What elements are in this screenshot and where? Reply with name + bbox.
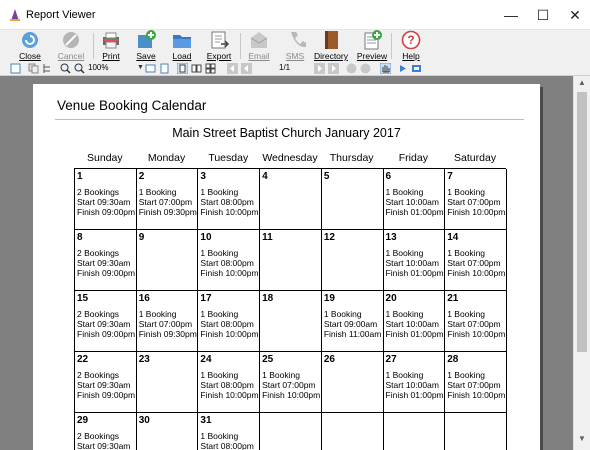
report-page: [33, 84, 540, 450]
day-number: [324, 415, 381, 429]
day-number: 30: [138, 415, 150, 426]
booking-line: 2 Bookings: [77, 431, 120, 441]
page-setup-icon[interactable]: [10, 63, 21, 74]
zoom-in-icon[interactable]: [60, 63, 71, 74]
booking-info: [77, 187, 134, 217]
booking-line: Finish 09:30pm: [138, 207, 197, 217]
day-number: 8: [77, 232, 83, 243]
weekday-label: Saturday: [454, 152, 497, 164]
day-number: 2: [138, 171, 145, 182]
day-number: 29: [77, 415, 89, 426]
calendar-day-cell: [445, 413, 507, 450]
booking-line: Finish 09:00pm: [77, 390, 136, 400]
export-button[interactable]: [202, 30, 236, 61]
booking-line: Start 08:00pm: [200, 319, 254, 329]
booking-line: Start 07:00pm: [138, 197, 193, 207]
booking-info: [200, 309, 257, 339]
printer-icon: [100, 30, 122, 50]
booking-line: Finish 10:00pm: [447, 329, 506, 339]
next-page-icon[interactable]: [314, 63, 325, 74]
save-button[interactable]: [131, 30, 161, 61]
booking-line: 1 Booking: [447, 187, 486, 197]
booking-line: 1 Booking: [385, 248, 424, 258]
booking-line: 1 Booking: [323, 309, 362, 319]
booking-line: 2 Bookings: [77, 187, 120, 197]
minimize-button[interactable]: —: [504, 7, 518, 23]
calendar-day-cell: [198, 230, 260, 291]
preview-toolbar: [0, 61, 590, 76]
prev-page-icon[interactable]: [241, 63, 252, 74]
email-icon: [248, 30, 270, 50]
booking-line: Start 07:00pm: [138, 319, 193, 329]
calendar-day-cell: [137, 413, 199, 450]
preview-label: Preview: [356, 51, 388, 61]
cancel-button[interactable]: [53, 30, 89, 61]
email-label: Email: [248, 51, 270, 61]
title-divider: [55, 119, 524, 120]
booking-line: 1 Booking: [262, 370, 300, 380]
booking-line: 1 Booking: [447, 370, 486, 380]
sms-button[interactable]: [280, 30, 310, 61]
main-toolbar: [0, 30, 590, 61]
load-label: Load: [172, 51, 192, 61]
last-page-icon[interactable]: [328, 63, 339, 74]
booking-line: 1 Booking: [200, 248, 239, 258]
booking-line: Start 10:00am: [385, 258, 439, 268]
calendar-day-cell: [384, 352, 446, 413]
weekday-label: Monday: [147, 152, 186, 164]
day-number: 26: [323, 354, 335, 365]
play-icon[interactable]: [397, 63, 408, 74]
day-number: [262, 415, 319, 429]
booking-line: Finish 09:00pm: [77, 329, 136, 339]
calendar-grid: [74, 168, 506, 450]
day-number: 4: [262, 171, 268, 182]
booking-line: 1 Booking: [385, 187, 424, 197]
single-page-icon[interactable]: [177, 63, 188, 74]
close-report-icon: [19, 30, 41, 50]
booking-info: [77, 431, 134, 450]
booking-line: Start 09:30am: [77, 258, 131, 268]
export-icon: [208, 30, 230, 50]
sms-label: SMS: [285, 51, 305, 61]
directory-book-icon: [320, 30, 342, 50]
booking-line: Start 10:00am: [385, 197, 439, 207]
day-number: 14: [447, 232, 459, 243]
day-number: 23: [138, 354, 150, 365]
booking-line: 1 Booking: [385, 370, 424, 380]
chevron-down-icon[interactable]: ▼: [137, 64, 144, 71]
booking-line: Start 07:00pm: [262, 380, 316, 390]
booking-line: Start 10:00am: [385, 319, 439, 329]
booking-line: Finish 10:00pm: [200, 329, 259, 339]
day-number: 21: [447, 293, 459, 304]
day-number: 5: [323, 171, 330, 182]
print-button[interactable]: [96, 30, 126, 61]
day-number: 27: [385, 354, 397, 365]
calendar-day-cell: [260, 230, 322, 291]
calendar-day-cell: [322, 230, 384, 291]
day-number: 25: [262, 354, 274, 365]
booking-info: [386, 370, 443, 400]
page-width-icon[interactable]: [145, 63, 156, 74]
calendar-day-cell: [75, 291, 137, 352]
booking-line: Start 09:30am: [77, 441, 131, 450]
day-number: 11: [262, 232, 273, 243]
email-button[interactable]: [244, 30, 274, 61]
booking-line: Finish 01:00pm: [385, 390, 444, 400]
calendar-day-cell: [137, 169, 199, 230]
booking-line: 2 Bookings: [77, 370, 120, 380]
app-icon: [8, 8, 22, 22]
booking-line: 2 Bookings: [77, 248, 120, 258]
help-icon: [400, 30, 422, 50]
day-number: 19: [323, 293, 335, 304]
booking-line: Finish 09:00pm: [77, 207, 136, 217]
preview-icon: [361, 30, 383, 50]
help-button[interactable]: [396, 30, 426, 61]
close-label: Close: [19, 51, 41, 61]
calendar-day-cell: [322, 291, 384, 352]
toolbar-separator: [93, 33, 94, 59]
booking-line: Start 09:30am: [77, 319, 131, 329]
booking-info: [200, 370, 257, 400]
booking-info: [200, 187, 257, 217]
booking-line: Finish 11:00am: [323, 329, 382, 339]
booking-line: Finish 10:00pm: [447, 390, 506, 400]
booking-line: 1 Booking: [200, 431, 239, 441]
multi-page-icon[interactable]: [205, 63, 216, 74]
booking-line: Finish 10:00pm: [447, 268, 506, 278]
load-button[interactable]: [167, 30, 197, 61]
day-number: 13: [385, 232, 397, 243]
booking-line: 1 Booking: [385, 309, 424, 319]
booking-line: Start 07:00pm: [447, 380, 501, 390]
day-number: 6: [385, 171, 392, 182]
calendar-day-cell: [198, 352, 260, 413]
calendar-day-cell: [445, 352, 507, 413]
calendar-day-cell: [322, 413, 384, 450]
weekday-header: [74, 152, 506, 166]
calendar-day-cell: [445, 169, 507, 230]
weekday-label: Tuesday: [208, 152, 249, 164]
day-number: [447, 415, 504, 429]
booking-line: 1 Booking: [138, 187, 177, 197]
toolbar-separator: [240, 33, 241, 59]
close-window-button[interactable]: ✕: [569, 6, 581, 23]
booking-line: Finish 09:00pm: [77, 268, 136, 278]
booking-info: [262, 370, 319, 400]
booking-line: Finish 09:30pm: [138, 329, 197, 339]
calendar-day-cell: [384, 291, 446, 352]
booking-line: Finish 01:00pm: [385, 268, 444, 278]
day-number: 22: [77, 354, 89, 365]
booking-info: [200, 431, 257, 450]
booking-line: Finish 10:00pm: [200, 207, 259, 217]
booking-info: [77, 248, 134, 278]
booking-line: 1 Booking: [200, 309, 239, 319]
calendar-day-cell: [198, 291, 260, 352]
booking-info: [386, 309, 443, 339]
cancel-icon: [60, 30, 82, 50]
day-number: 17: [200, 293, 212, 304]
scrollbar-thumb[interactable]: [577, 92, 587, 352]
calendar-day-cell: [445, 291, 507, 352]
help-label: Help: [402, 51, 420, 61]
day-number: 15: [77, 293, 89, 304]
calendar-day-cell: [384, 230, 446, 291]
booking-line: 1 Booking: [138, 309, 177, 319]
weekday-label: Wednesday: [262, 152, 318, 164]
save-icon: [135, 30, 157, 50]
directory-button[interactable]: [313, 30, 349, 61]
booking-line: Finish 10:00pm: [200, 390, 259, 400]
hand-tool-icon[interactable]: [380, 63, 391, 74]
booking-info: [386, 187, 443, 217]
options-icon[interactable]: [411, 63, 422, 74]
booking-line: Start 08:00pm: [200, 258, 254, 268]
zoom-select[interactable]: 100%: [88, 63, 109, 72]
page-indicator[interactable]: 1/1: [279, 63, 291, 72]
title-bar: [0, 0, 590, 30]
scroll-up-icon[interactable]: ▲: [578, 78, 586, 87]
day-number: 3: [200, 171, 206, 182]
whole-page-icon[interactable]: [159, 63, 170, 74]
day-number: 9: [138, 232, 145, 243]
calendar-day-cell: [75, 413, 137, 450]
booking-line: 1 Booking: [200, 370, 239, 380]
weekday-label: Thursday: [329, 152, 374, 164]
booking-line: 1 Booking: [200, 187, 239, 197]
weekday-label: Friday: [398, 152, 428, 164]
directory-label: Directory: [313, 51, 348, 61]
booking-line: Start 08:00pm: [200, 380, 254, 390]
day-number: 7: [447, 171, 453, 182]
booking-info: [324, 309, 381, 339]
day-number: 20: [385, 293, 397, 304]
booking-info: [447, 370, 504, 400]
report-viewport: [0, 76, 573, 450]
preview-button[interactable]: [356, 30, 388, 61]
day-number: 16: [138, 293, 150, 304]
booking-info: [447, 309, 504, 339]
booking-line: Start 09:30am: [77, 197, 131, 207]
calendar-day-cell: [198, 413, 260, 450]
close-button[interactable]: [12, 30, 48, 61]
booking-line: Start 08:00pm: [200, 441, 254, 450]
day-number: 31: [200, 415, 212, 426]
day-number: 10: [200, 232, 212, 243]
calendar-day-cell: [260, 169, 322, 230]
day-number: [386, 415, 443, 429]
two-pages-icon[interactable]: [191, 63, 202, 74]
calendar-day-cell: [137, 352, 199, 413]
calendar-day-cell: [198, 169, 260, 230]
booking-line: Start 07:00pm: [447, 319, 501, 329]
zoom-out-icon[interactable]: [74, 63, 85, 74]
report-title: Venue Booking Calendar: [57, 98, 207, 113]
phone-icon: [284, 30, 306, 50]
booking-line: Start 07:00pm: [447, 197, 501, 207]
booking-line: Start 09:30am: [77, 380, 131, 390]
calendar-day-cell: [260, 413, 322, 450]
calendar-day-cell: [137, 230, 199, 291]
forward-icon[interactable]: [360, 63, 371, 74]
booking-info: [139, 187, 196, 217]
booking-line: Finish 01:00pm: [385, 207, 444, 217]
print-label: Print: [102, 51, 120, 61]
booking-line: Start 10:00am: [385, 380, 439, 390]
calendar-day-cell: [137, 291, 199, 352]
svg-text:?: ?: [407, 33, 415, 47]
toolbar-separator: [391, 33, 392, 59]
vertical-scrollbar[interactable]: [573, 76, 590, 450]
scroll-down-icon[interactable]: ▼: [578, 434, 586, 443]
calendar-day-cell: [384, 413, 446, 450]
save-label: Save: [136, 51, 156, 61]
maximize-button[interactable]: ☐: [536, 6, 550, 23]
booking-line: Finish 01:00pm: [385, 329, 444, 339]
export-label: Export: [206, 51, 232, 61]
calendar-day-cell: [75, 169, 137, 230]
day-number: 18: [262, 293, 274, 304]
cancel-label: Cancel: [57, 51, 85, 61]
calendar-day-cell: [322, 169, 384, 230]
booking-line: 1 Booking: [447, 248, 486, 258]
calendar-title: Main Street Baptist Church January 2017: [172, 126, 401, 140]
booking-line: Start 08:00pm: [200, 197, 254, 207]
booking-info: [386, 248, 443, 278]
back-icon[interactable]: [346, 63, 357, 74]
calendar-day-cell: [384, 169, 446, 230]
first-page-icon[interactable]: [227, 63, 238, 74]
booking-line: 1 Booking: [447, 309, 486, 319]
day-number: 12: [323, 232, 335, 243]
folder-icon: [171, 30, 193, 50]
booking-info: [77, 370, 134, 400]
calendar-day-cell: [260, 352, 322, 413]
booking-info: [447, 187, 504, 217]
calendar-day-cell: [322, 352, 384, 413]
booking-info: [77, 309, 134, 339]
day-number: 24: [200, 354, 212, 365]
calendar-day-cell: [75, 352, 137, 413]
booking-line: Finish 10:00pm: [447, 207, 506, 217]
booking-line: 2 Bookings: [77, 309, 120, 319]
booking-info: [447, 248, 504, 278]
calendar-day-cell: [260, 291, 322, 352]
weekday-label: Sunday: [87, 152, 123, 164]
day-number: 28: [447, 354, 459, 365]
booking-line: Finish 10:00pm: [200, 268, 259, 278]
calendar-day-cell: [445, 230, 507, 291]
tree-icon[interactable]: [42, 63, 53, 74]
calendar-day-cell: [75, 230, 137, 291]
booking-line: Start 09:00am: [323, 319, 378, 329]
booking-line: Finish 10:00pm: [262, 390, 321, 400]
copy-icon[interactable]: [28, 63, 39, 74]
booking-info: [200, 248, 257, 278]
booking-line: Start 07:00pm: [447, 258, 501, 268]
window-title: Report Viewer: [26, 9, 96, 21]
booking-info: [139, 309, 196, 339]
day-number: 1: [77, 171, 83, 182]
